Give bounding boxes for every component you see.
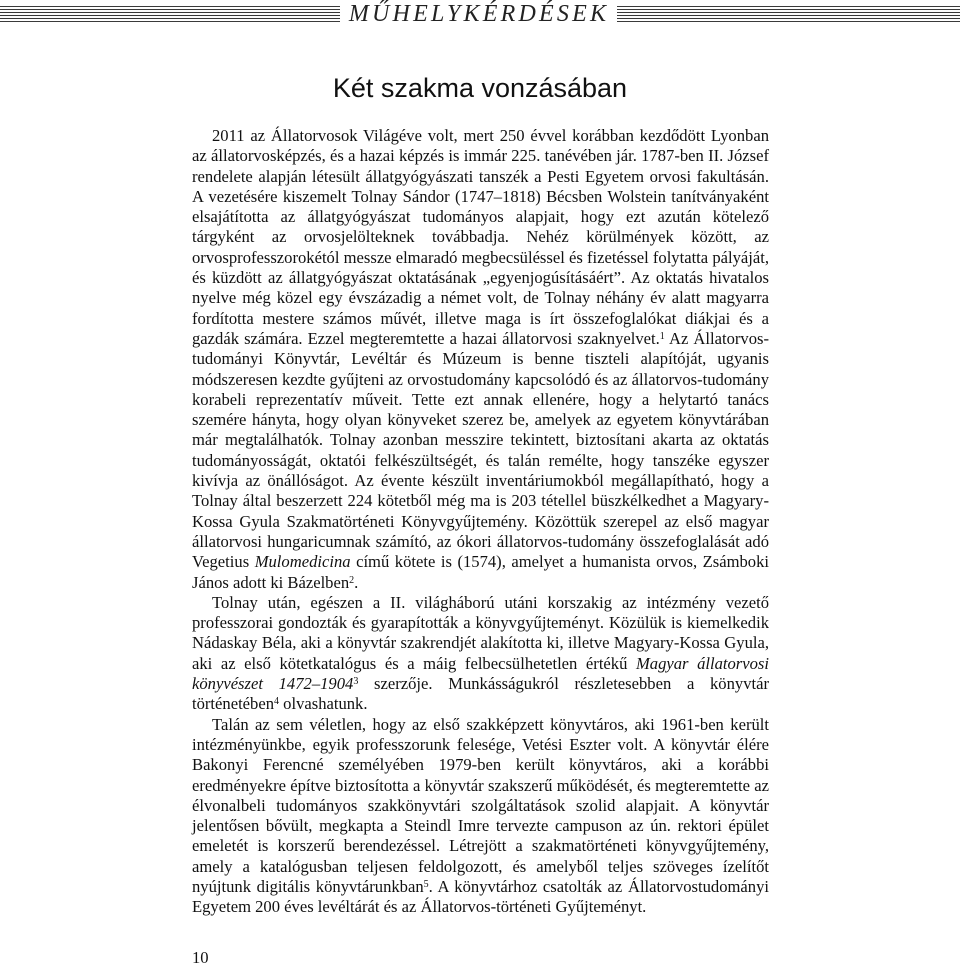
text-run: Tolnay után, egészen a II. világháború utáni korszakig az intézmény vezető professzorai gondozták és gyarapították a könyvgyűjteményt. Közülük is kiemelkedik Nádaskay Béla, aki a könyvtár szakrendjét alakította ki, illetve Magyary-Kossa Gyula, aki az első kötetkatalógus és a máig felbecsülhetetlen értékű	[192, 592, 769, 673]
text-run: című kötete is (1574), amelyet a humanista orvos, Zsámboki János adott ki Bázelben	[192, 552, 770, 592]
header-rule-right	[617, 6, 960, 24]
paragraph-3	[192, 715, 769, 918]
text-run: 2011 az Állatorvosok Világéve volt, mert 250 évvel korábban kezdődött Lyonban az állatorvosképzés, és a hazai képzés is immár 225. tanévében jár. 1787-ben II. József rendelete alapján létesült állatgyógyászati tanszék a Pesti Egyetem orvosi fakultásán. A vezetésére kiszemelt Tolnay Sándor (1747–1818) Bécsben Wolstein tanítványaként elsajátította az állatgyógyászat tudományos alapjait, hogy ezt azután kötelező tárgyként az orvosjelölteknek továbbadja. Nehéz körülmények között, az orvosprofesszorokétól messze elmaradó megbecsüléssel és fizetéssel folytatta pályáját, és küzdött az állatgyógyászat oktatásának „egyenjogúsításáért”. Az oktatás hivatalos nyelve még közel egy évszázadig a német volt, de Tolnay néhány év alatt magyarra fordította mestere számos művét, illetve maga is írt összefoglalókat diákjai és a gazdák számára. Ezzel megteremtette a hazai állatorvosi szaknyelvet.	[192, 126, 769, 348]
text-run: . A könyvtárhoz csatolták az Állatorvostudományi Egyetem 200 éves levéltárát és az Állatorvos-történeti Gyűjteményt.	[192, 876, 769, 917]
text-run: Talán az sem véletlen, hogy az első szakképzett könyvtáros, aki 1961-ben került intézményünkbe, egyik professzorunk felesége, Vetési Eszter volt. A könyvtár élére Bakonyi Ferencné személyében 1979-ben került könyvtáros, aki a korábbi eredményekre építve biztosította a könyvtár szakszerű működését, és megteremtette az élvonalbeli tudományos szakkönyvtári szolgáltatások szolid alapjait. A könyvtár jelentősen bővült, megkapta a Steindl Imre tervezte campuson az ún. rektori épület emeletét is korszerű berendezéssel. Létrejött a szakmatörténeti könyvgyűjtemény, amely a katalógusban teljesen feldolgozott, és amelyből teljes szöveges ízelítőt nyújtunk digitális könyvtárunkban	[192, 714, 769, 896]
paragraph-1	[192, 126, 769, 593]
text-run: Az Állatorvos-tudományi Könyvtár, Levéltár és Múzeum is benne tiszteli alapítóját, ugyanis módszeresen kezdte gyűjteni az orvostudomány kapcsolódó és az állatorvos-tudomány korabeli reprezentatív műveit. Tette ezt annak ellenére, hogy a helytartó tanács szemére hányta, hogy olyan könyveket szerez be, amelyek az egyetem könyvtárában már megtalálhatók. Tolnay azonban messzire tekintett, biztosítani akarta az oktatás tudományosságát, oktatói felkészültségét, és talán remélte, hogy tanszéke egyszer kivívja az önállóságot. Az évente készült inventáriumokból megállapítható, hogy a Tolnay által beszerzett 224 kötetből még ma is 203 tétellel büszkélkedhet a Magyary-Kossa Gyula Szakmatörténeti Könyvgyűjtemény. Közöttük szerepel az első magyar állatorvosi hungaricumnak számító, az ókori állatorvos-tudomány összefoglalását adó Vegetius	[192, 328, 769, 572]
article-title: Két szakma vonzásában	[332, 73, 628, 103]
italic-title: Magyar állatorvosi könyvészet 1472–1904	[192, 653, 769, 694]
section-header	[0, 0, 960, 30]
footnote-marker: 3	[353, 676, 359, 688]
footnote-marker: 4	[274, 696, 280, 708]
article-body	[192, 126, 769, 918]
text-run: .	[354, 572, 359, 592]
paragraph-2	[192, 593, 769, 715]
header-rule-left	[0, 6, 340, 24]
text-run: szerzője. Munkásságukról részletesebben a könyvtár történetében	[192, 674, 769, 714]
page-number: 10	[192, 948, 209, 967]
footnote-marker: 2	[349, 574, 355, 586]
footnote-marker: 5	[423, 878, 429, 890]
text-run: olvashatunk.	[279, 694, 368, 714]
footnote-marker: 1	[659, 330, 665, 342]
section-title: MŰHELYKÉRDÉSEK	[348, 1, 610, 27]
italic-title: Mulomedicina	[254, 552, 351, 572]
